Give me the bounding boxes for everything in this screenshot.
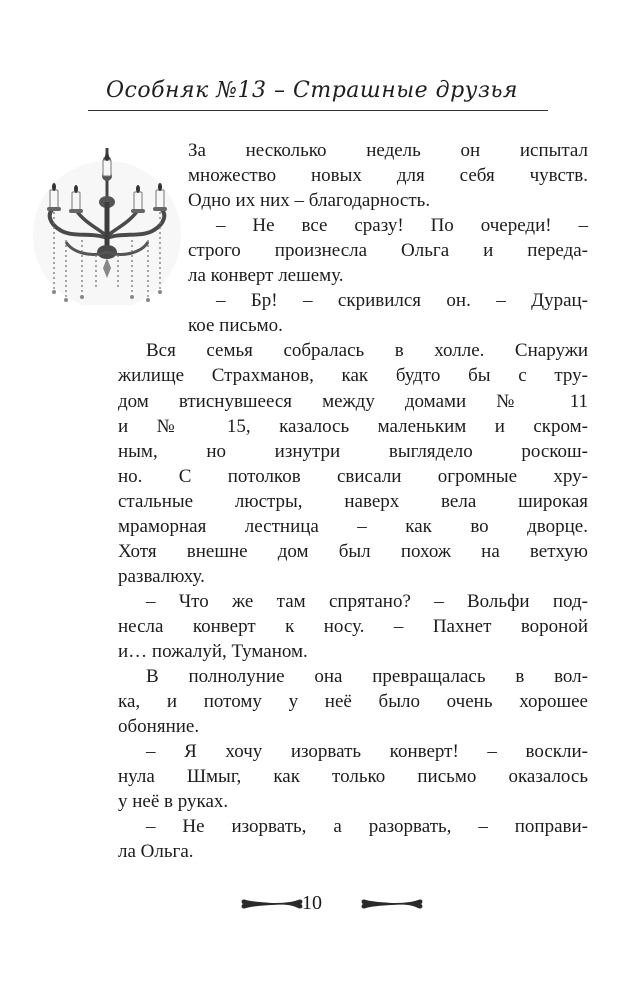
text-line: – Я хочу изорвать конверт! – воскли- [146, 741, 588, 763]
text-line: развалюху. [118, 565, 205, 587]
bone-icon [360, 896, 424, 912]
text-line: у неё в руках. [118, 791, 229, 813]
text-line: – Не все сразу! По очереди! – [216, 215, 588, 237]
text-line: жилище Страхманов, как будто бы с тру- [118, 365, 588, 387]
text-line: стальные люстры, наверх вела широкая [118, 490, 588, 512]
text-line: кое письмо. [188, 315, 283, 337]
text-line: Одно их них – благодарность. [188, 190, 431, 212]
text-line: и № 15, казалось маленьким и скром- [118, 415, 588, 437]
page-number: 10 [302, 892, 322, 914]
text-line: – Не изорвать, а разорвать, – поправи- [146, 816, 588, 838]
text-line: строго произнесла Ольга и переда- [188, 240, 588, 262]
text-line: нула Шмыг, как только письмо оказалось [118, 766, 588, 788]
text-line: Вся семья собралась в холле. Снаружи [146, 340, 588, 362]
text-line: множество новых для себя чувств. [188, 165, 588, 187]
text-line: Хотя внешне дом был похож на ветхую [118, 540, 588, 562]
text-line: За несколько недель он испытал [188, 140, 588, 161]
running-header: Особняк №13 – Страшные друзья [105, 78, 518, 103]
chandelier-icon [32, 140, 182, 305]
text-line: но. С потолков свисали огромные хру- [118, 465, 588, 487]
text-line: ка, и потому у неё было очень хорошее [118, 691, 588, 713]
page-footer [0, 890, 624, 920]
header-divider [88, 110, 548, 111]
text-line: ла Ольга. [118, 841, 194, 863]
text-line: – Что же там спрятано? – Вольфи под- [146, 590, 588, 612]
text-line: и… пожалуй, Туманом. [118, 641, 308, 662]
text-line: ла конверт лешему. [188, 265, 344, 287]
text-line: ным, но изнутри выглядело роскош- [118, 440, 588, 462]
text-line: дом втиснувшееся между домами № 11 [118, 390, 588, 412]
text-line: обоняние. [118, 716, 200, 738]
text-line: несла конверт к носу. – Пахнет вороной [118, 615, 588, 637]
text-line: мраморная лестница – как во дворце. [118, 515, 588, 537]
text-line: В полнолуние она превращалась в вол- [146, 666, 588, 688]
text-line: – Бр! – скривился он. – Дурац- [216, 290, 588, 312]
